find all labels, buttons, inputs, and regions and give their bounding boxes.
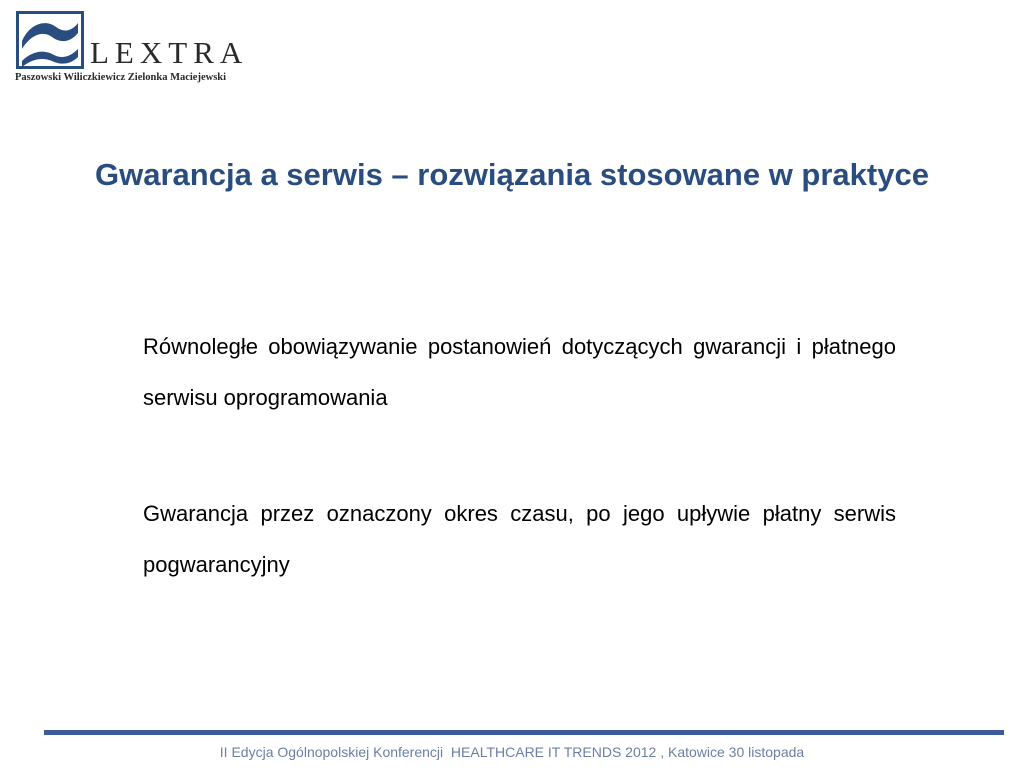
footer-conference-text: II Edycja Ogólnopolskiej Konferencji HEALTHCARE IT TRENDS 2012 , Katowice 30 listopada [219,744,805,760]
footer-divider [44,730,1004,735]
logo-wordmark: LEXTRA [90,35,249,70]
paragraph-parallel-terms: Równoległe obowiązywanie postanowień dotyczących gwarancji i płatnego serwisu oprogramowania [143,334,896,410]
lextra-logo-mark-icon [16,11,84,69]
lextra-logo [14,10,264,88]
slide-title: Gwarancja a serwis – rozwiązania stosowane w praktyce [95,157,929,192]
paragraph-warranty-period: Gwarancja przez oznaczony okres czasu, po jego upływie płatny serwis pogwarancyjny [143,501,896,577]
logo-subtitle: Paszowski Wiliczkiewicz Zielonka Maciejewski [15,72,227,83]
